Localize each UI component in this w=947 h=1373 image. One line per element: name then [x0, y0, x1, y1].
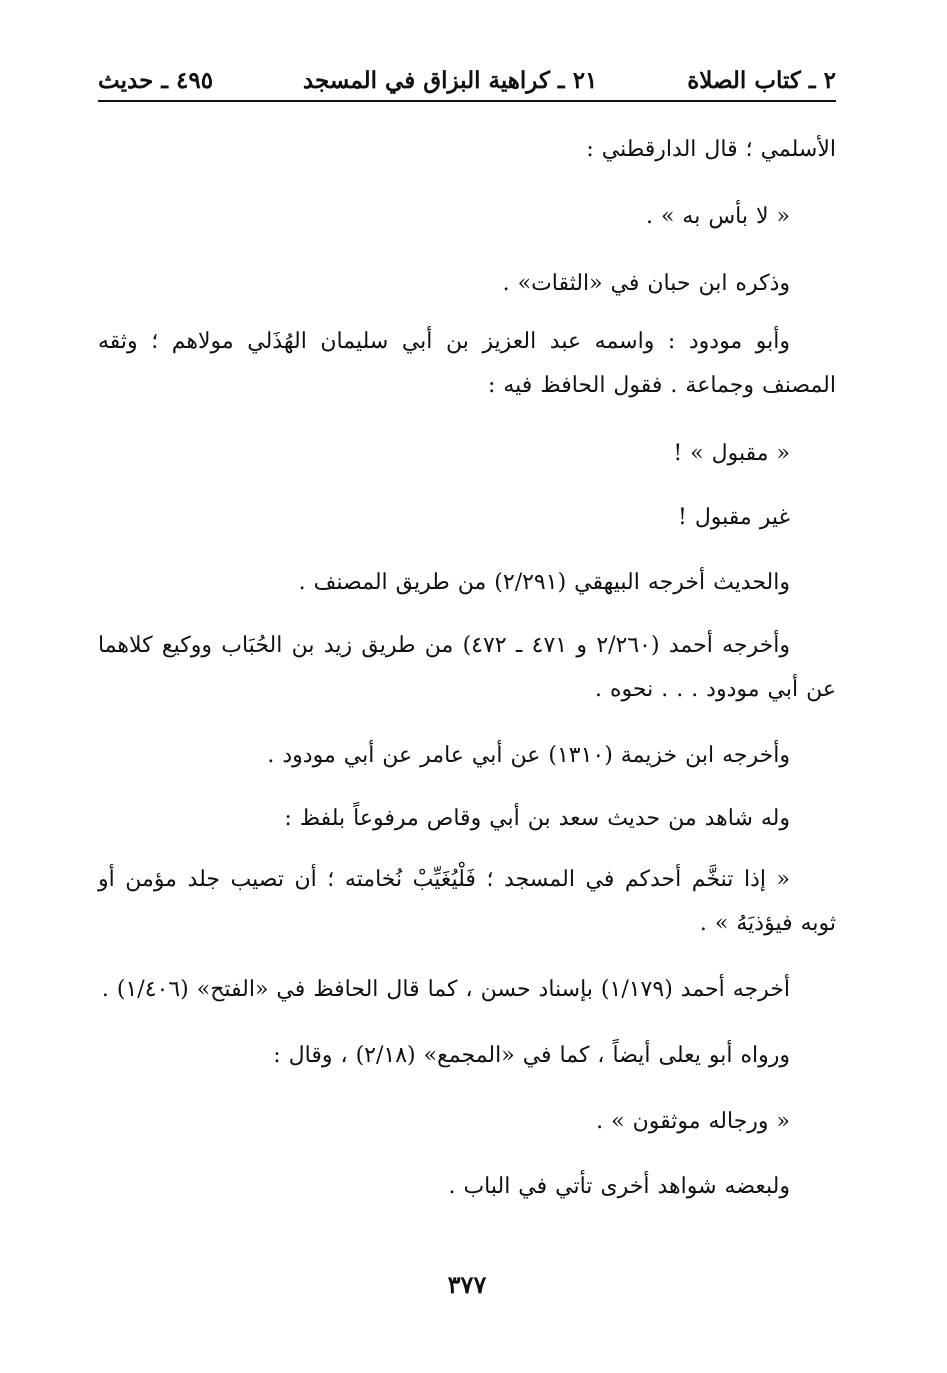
paragraph-11: « إذا تنخَّم أحدكم في المسجد ؛ فَلْيُغَيِّبْ نُخامته ؛ أن تصيب جلد مؤمن أو ثوبه فيؤذيَهُ » . — [98, 867, 836, 936]
paragraph-2: « لا بأس به » . — [645, 204, 790, 229]
paragraph-13: ورواه أبو يعلى أيضاً ، كما في «المجمع» (٢/١٨) ، وقال : — [273, 1043, 790, 1068]
paragraph-15: ولبعضه شواهد أخرى تأتي في الباب . — [448, 1174, 790, 1199]
paragraph-9: وأخرجه ابن خزيمة (١٣١٠) عن أبي عامر عن أبي مودود . — [267, 743, 790, 768]
paragraph-5: « مقبول » ! — [673, 441, 790, 466]
header-hadith-number: ٤٩٥ ـ حديث — [98, 66, 214, 94]
running-header — [98, 62, 836, 98]
paragraph-3: وذكره ابن حبان في «الثقات» . — [502, 271, 790, 296]
header-rule — [98, 100, 836, 102]
paragraph-8: وأخرجه أحمد (٢/٢٦٠ و ٤٧١ ـ ٤٧٢) من طريق زيد بن الحُبَاب ووكيع كلاهما عن أبي مودود . . . نحوه . — [98, 633, 836, 702]
paragraph-7: والحديث أخرجه البيهقي (٢/٢٩١) من طريق المصنف . — [298, 570, 790, 595]
paragraph-4: وأبو مودود : واسمه عبد العزيز بن أبي سليمان الهُذَلي مولاهم ؛ وثقه المصنف وجماعة . فقول الحافظ فيه : — [98, 329, 836, 398]
paragraph-1: الأسلمي ؛ قال الدارقطني : — [586, 137, 836, 162]
paragraph-14: « ورجاله موثقون » . — [596, 1109, 790, 1134]
paragraph-6: غير مقبول ! — [677, 505, 790, 530]
header-chapter: ٢ ـ كتاب الصلاة — [687, 66, 836, 94]
paragraph-10: وله شاهد من حديث سعد بن أبي وقاص مرفوعاً بلفظ : — [284, 806, 790, 831]
page-number: ٣٧٧ — [447, 1270, 487, 1299]
paragraph-12: أخرجه أحمد (١/١٧٩) بإسناد حسن ، كما قال الحافظ في «الفتح» (١/٤٠٦) . — [101, 977, 790, 1002]
book-page — [98, 0, 836, 1373]
header-section: ٢١ ـ كراهية البزاق في المسجد — [302, 66, 598, 94]
